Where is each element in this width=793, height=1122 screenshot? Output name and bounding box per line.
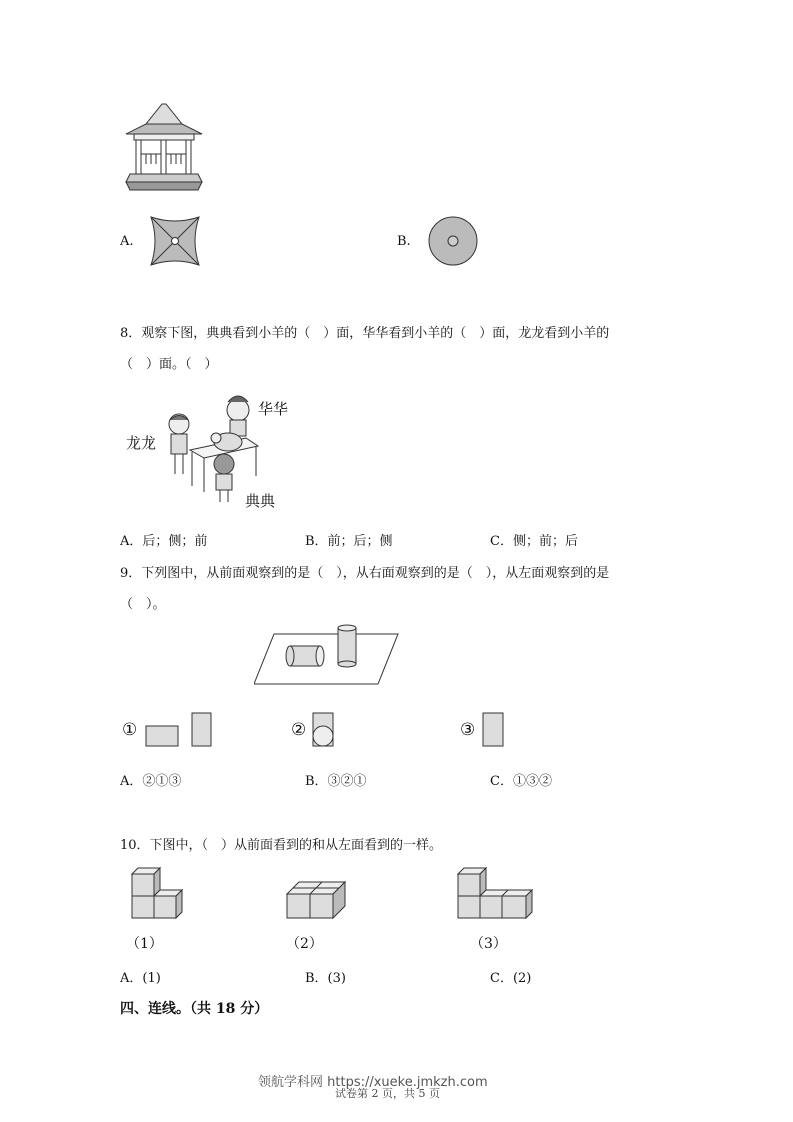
q9-view-2-shapes [312, 712, 336, 748]
q10-figure-label-3: （3） [470, 936, 507, 952]
q9-view-label-1: ① [122, 720, 138, 740]
page-number: 试卷第 2 页，共 5 页 [335, 1087, 440, 1100]
q10-figure-label-2: （2） [286, 936, 323, 952]
q8-question-line1: 8．观察下图，典典看到小羊的（ ）面，华华看到小羊的（ ）面，龙龙看到小羊的 [120, 326, 610, 341]
label-longlong: 龙龙 [126, 434, 157, 452]
circle-top-view-icon [427, 215, 479, 267]
q7-option-b-label: B. [397, 234, 411, 249]
q10-figure-label-1: （1） [126, 936, 163, 952]
q9-option-a: A．②①③ [120, 774, 182, 789]
q9-option-b: B．③②① [305, 774, 367, 789]
q9-question-line1: 9．下列图中，从前面观察到的是（ ），从右面观察到的是（ ），从左面观察到的是 [120, 566, 610, 581]
q9-option-c: C．①③② [490, 774, 552, 789]
label-huahua: 华华 [258, 400, 289, 418]
q10-option-c: C．(2) [490, 971, 532, 986]
child-longlong-figure [166, 412, 192, 478]
roof-top-view-icon [149, 215, 201, 267]
q7-option-a-label: A. [120, 234, 134, 249]
pavilion-figure [124, 102, 204, 194]
cylinders-on-plane-figure [254, 624, 400, 686]
q10-question: 10．下图中，（ ）从前面看到的和从左面看到的一样。 [120, 838, 443, 853]
q8-option-a: A．后；侧；前 [120, 534, 208, 549]
q10-cube-figure-2 [285, 880, 349, 920]
q10-option-a: A．(1) [120, 971, 161, 986]
q8-option-c: C．侧；前；后 [490, 534, 578, 549]
watermark-text: 领航学科网 https://xueke.jmkzh.com [258, 1075, 488, 1090]
q9-view-label-2: ② [291, 720, 307, 740]
q9-question-line2: （ ）。 [120, 597, 166, 612]
q10-option-b: B．(3) [305, 971, 346, 986]
q10-cube-figure-1 [130, 866, 188, 920]
q9-view-3-shapes [482, 712, 506, 748]
q8-option-b: B．前；后；侧 [305, 534, 393, 549]
label-diandian: 典典 [245, 492, 276, 510]
q9-view-1-shapes [145, 712, 213, 748]
section-4-title: 四、连线。（共 18 分） [120, 1001, 269, 1017]
q9-view-label-3: ③ [460, 720, 476, 740]
q8-question-line2: （ ）面。（ ） [120, 357, 218, 372]
q10-cube-figure-3 [456, 866, 538, 920]
